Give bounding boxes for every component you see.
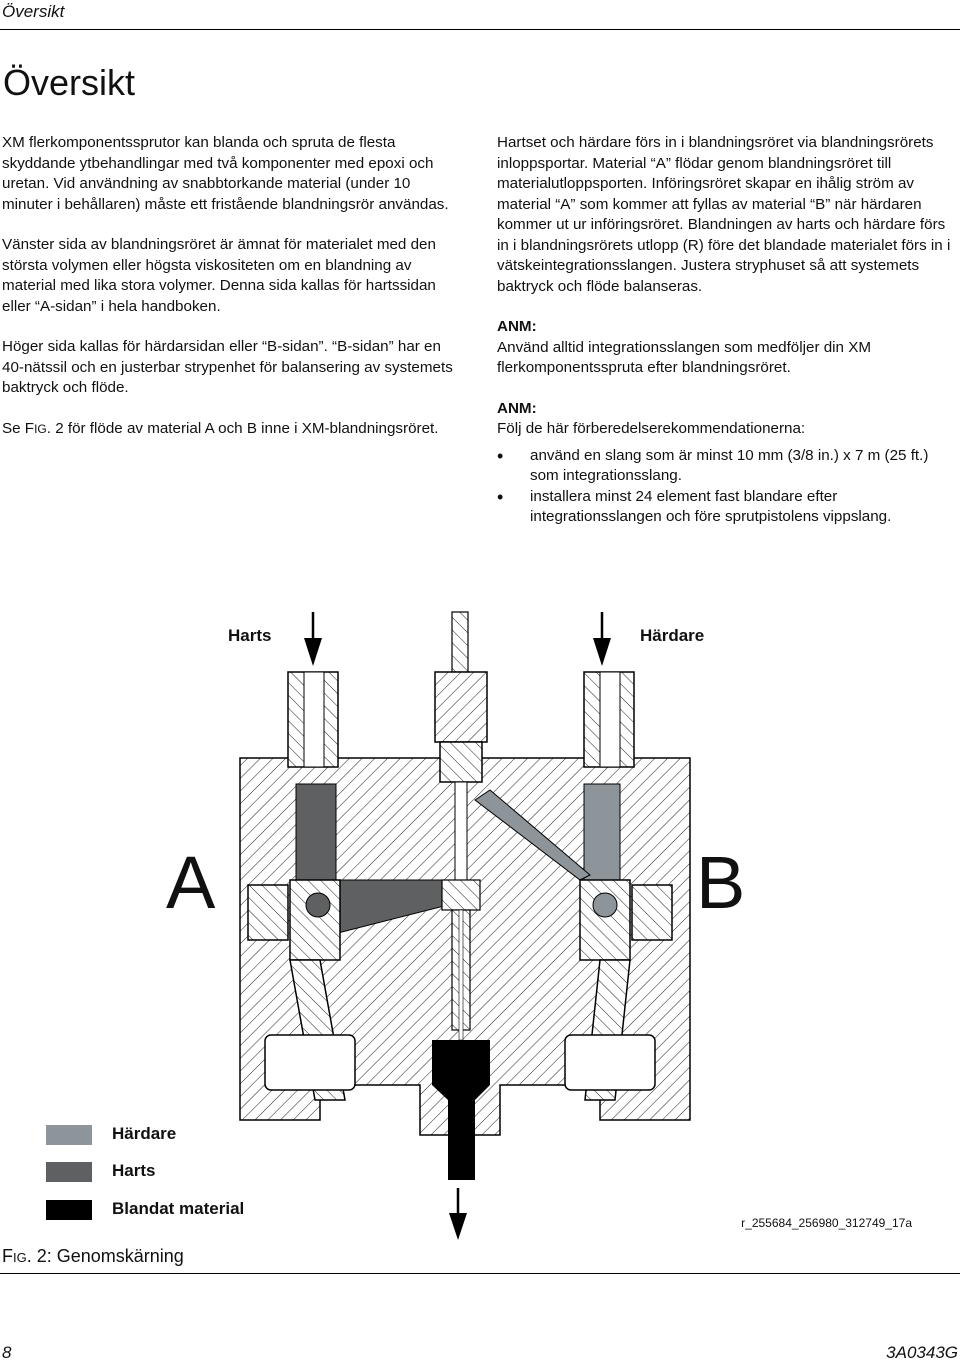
legend-label-mixed: Blandat material <box>112 1199 245 1218</box>
flow-paragraph: Hartset och härdare förs in i blandningsröret via blandningsrörets inloppsportar. Material “A” flödar genom blandningsröret till materialutloppsporten. Införingsröret skapar en ihålig ström av material “A” som kommer att fyllas av material “B” när härdaren kommer ut ur införingsröret. Blandningen av harts och härdare förs in i blandningsrörets utlopp (R) före det blandade materialet förs in i vätskeintegrationsslangen. Justera stryphuset så att systemets baktryck och flöde balanseras. <box>497 134 951 295</box>
running-header: Översikt <box>2 2 65 21</box>
hardener-inlet-label: Härdare <box>640 626 705 645</box>
bullet-icon: • <box>497 445 504 466</box>
header-rule <box>0 29 960 30</box>
recommendation-list <box>497 446 952 528</box>
side-a-label: A <box>166 841 216 924</box>
intro-paragraph: XM flerkomponentssprutor kan blanda och spruta de flesta skyddande ytbehandlingar med två komponenter med epoxi och uretan. Vid användning av snabbtorkande material (under 10 minuter i behållaren) måste ett fristående blandningsrör användas. <box>2 134 449 213</box>
document-number: 3A0343G <box>886 1343 958 1362</box>
figure-caption: FIG. 2: Genomskärning <box>2 1246 184 1266</box>
page-number: 8 <box>2 1343 12 1362</box>
page-title: Översikt <box>3 62 136 103</box>
resin-inlet-label: Harts <box>228 626 272 645</box>
footer-rule <box>0 1273 960 1274</box>
resin-inlet-bore <box>304 672 324 767</box>
hardener-inlet-bore <box>600 672 620 767</box>
left-column <box>2 133 457 459</box>
side-b-label: B <box>696 841 746 924</box>
figure-reference-paragraph: Se FIG. 2 för flöde av material A och B inne i XM-blandningsröret. <box>2 419 439 437</box>
note-label: ANM: <box>497 399 537 417</box>
legend-label-resin: Harts <box>112 1161 156 1180</box>
figure-id: r_255684_256980_312749_17a <box>741 1216 912 1230</box>
note-label: ANM: <box>497 318 537 335</box>
legend-swatch-hardener <box>46 1125 92 1145</box>
b-side-paragraph: Höger sida kallas för härdarsidan eller “B-sidan”. “B-sidan” har en 40-nätssil och en justerbar strypenhet för balansering av systemets baktryck och flöde. <box>2 338 453 396</box>
right-column <box>497 133 952 528</box>
bullet-icon: • <box>497 486 504 507</box>
legend-swatch-mixed <box>46 1200 92 1220</box>
list-item: • installera minst 24 element fast blandare efter integrationsslangen och före sprutpistolens vippslang. <box>497 486 892 525</box>
note-text: Följ de här förberedelserekommendationerna: <box>497 420 806 437</box>
resin-inflow-arrow-icon <box>304 612 322 666</box>
hardener-channel <box>584 784 620 880</box>
legend-swatch-resin <box>46 1162 92 1182</box>
a-side-paragraph: Vänster sida av blandningsröret är ämnat för materialet med den största volymen eller högsta viskositeten om en blandning av material med lika stora volymer. Denna sida kallas för hartssidan eller “A-sidan” i hela handboken. <box>2 236 436 315</box>
resin-channel <box>296 784 336 880</box>
legend-label-hardener: Härdare <box>112 1124 177 1143</box>
hardener-inflow-arrow-icon <box>593 612 611 666</box>
mixed-outflow-arrow-icon <box>449 1188 467 1240</box>
note-text: Använd alltid integrationsslangen som medföljer din XM flerkomponentsspruta efter blandningsröret. <box>497 338 871 376</box>
list-item: • använd en slang som är minst 10 mm (3/8 in.) x 7 m (25 ft.) som integrationsslang. <box>497 445 929 484</box>
